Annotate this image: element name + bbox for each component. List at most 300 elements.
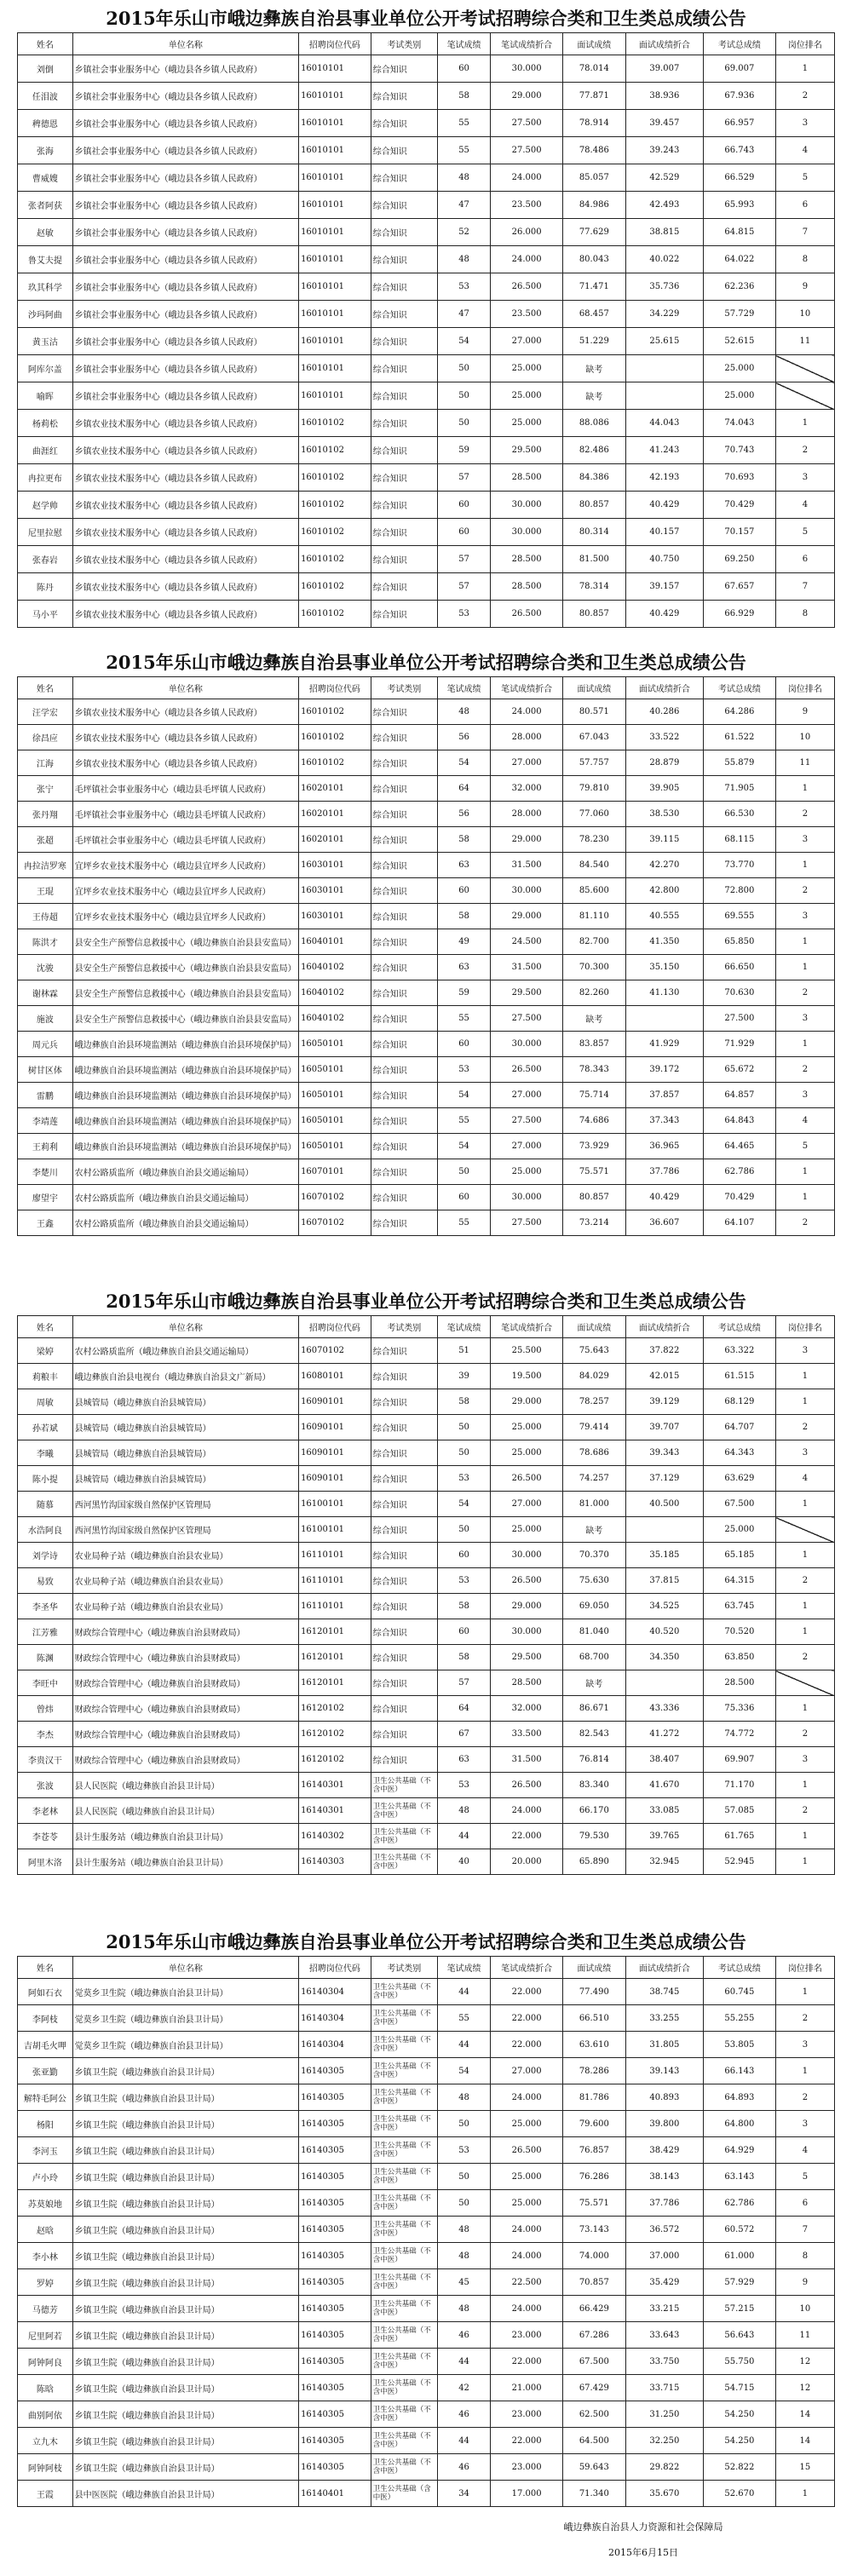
written-weighted: 22.000 (491, 2005, 563, 2032)
written-score: 55 (437, 1108, 490, 1134)
candidate-name: 树甘区体 (18, 1057, 73, 1083)
interview-weighted: 35.736 (625, 273, 703, 301)
written-weighted: 29.500 (491, 437, 563, 464)
interview-weighted: 39.007 (625, 55, 703, 83)
table-row (18, 1722, 835, 1747)
position-rank: 15 (775, 2454, 834, 2481)
header-unit: 单位名称 (72, 1957, 298, 1979)
candidate-name: 李老林 (18, 1798, 73, 1824)
position-rank: 1 (775, 776, 834, 802)
exam-type: 卫生公共基础（不含中医） (371, 2164, 437, 2190)
written-weighted: 23.500 (491, 301, 563, 328)
written-weighted: 24.000 (491, 1798, 563, 1824)
position-rank: 3 (775, 827, 834, 853)
interview-weighted: 38.936 (625, 83, 703, 110)
written-score: 55 (437, 1210, 490, 1236)
written-weighted: 32.000 (491, 1696, 563, 1722)
header-name: 姓名 (18, 1957, 73, 1979)
written-score: 60 (437, 55, 490, 83)
table-row (18, 1338, 835, 1364)
written-score: 60 (437, 878, 490, 904)
interview-score: 66.170 (563, 1798, 626, 1824)
candidate-name: 吉胡毛火呷 (18, 2032, 73, 2058)
interview-score: 73.214 (563, 1210, 626, 1236)
unit-name: 县计生服务站（峨边彝族自治县卫计局） (72, 1849, 298, 1875)
interview-score: 80.857 (563, 492, 626, 519)
written-weighted: 25.000 (491, 2111, 563, 2137)
header-code: 招聘岗位代码 (299, 33, 371, 55)
unit-name: 乡镇社会事业服务中心（峨边县各乡镇人民政府） (72, 137, 298, 164)
table-row (18, 2296, 835, 2322)
interview-score: 76.814 (563, 1747, 626, 1773)
position-rank: 1 (775, 1979, 834, 2005)
table-row (18, 1696, 835, 1722)
exam-type: 卫生公共基础（不含中医） (371, 2269, 437, 2296)
section-title: 2015年乐山市峨边彝族自治县事业单位公开考试招聘综合类和卫生类总成绩公告 (106, 652, 746, 673)
interview-weighted: 40.429 (625, 601, 703, 628)
unit-name: 财政综合管理中心（峨边彝族自治县财政局） (72, 1722, 298, 1747)
position-rank: 11 (775, 2322, 834, 2349)
exam-type: 综合知识 (371, 164, 437, 192)
exam-type: 综合知识 (371, 1492, 437, 1517)
position-rank: 5 (775, 2164, 834, 2190)
interview-weighted: 37.000 (625, 2243, 703, 2269)
position-rank: 2 (775, 2084, 834, 2111)
written-weighted: 24.000 (491, 246, 563, 273)
unit-name: 乡镇卫生院（峨边彝族自治县卫计局） (72, 2111, 298, 2137)
interview-weighted: 39.115 (625, 827, 703, 853)
unit-name: 乡镇卫生院（峨边彝族自治县卫计局） (72, 2137, 298, 2164)
scores-table (17, 676, 835, 1236)
interview-weighted: 39.143 (625, 2058, 703, 2084)
written-score: 53 (437, 1568, 490, 1594)
candidate-name: 李杰 (18, 1722, 73, 1747)
position-code: 16140305 (299, 2137, 371, 2164)
candidate-name: 李苍苓 (18, 1824, 73, 1849)
position-code: 16090101 (299, 1440, 371, 1466)
header-written: 笔试成绩 (437, 1316, 490, 1338)
position-rank: 1 (775, 1032, 834, 1057)
written-weighted: 25.000 (491, 1415, 563, 1440)
interview-weighted: 40.520 (625, 1619, 703, 1645)
interview-score: 81.786 (563, 2084, 626, 2111)
position-code: 16120102 (299, 1696, 371, 1722)
written-weighted: 29.000 (491, 827, 563, 853)
position-rank: 2 (775, 2005, 834, 2032)
table-row (18, 725, 835, 750)
total-score: 62.786 (704, 1159, 776, 1185)
unit-name: 县城管局（峨边彝族自治县城管局） (72, 1389, 298, 1415)
written-score: 58 (437, 1645, 490, 1670)
position-rank: 12 (775, 2375, 834, 2401)
table-row (18, 827, 835, 853)
position-rank: 1 (775, 1543, 834, 1568)
unit-name: 财政综合管理中心（峨边彝族自治县财政局） (72, 1696, 298, 1722)
total-score: 25.000 (704, 355, 776, 382)
total-score: 73.770 (704, 853, 776, 878)
table-row (18, 355, 835, 382)
position-rank: 6 (775, 2190, 834, 2217)
written-score: 60 (437, 1185, 490, 1210)
candidate-name: 尼里阿若 (18, 2322, 73, 2349)
candidate-name: 刘学诗 (18, 1543, 73, 1568)
position-rank: 4 (775, 1466, 834, 1492)
interview-score: 缺考 (563, 355, 626, 382)
written-weighted: 25.000 (491, 1159, 563, 1185)
exam-type: 综合知识 (371, 802, 437, 827)
exam-type: 综合知识 (371, 1747, 437, 1773)
unit-name: 县城管局（峨边彝族自治县城管局） (72, 1415, 298, 1440)
unit-name: 县安全生产预警信息救援中心（峨边彝族自治县县安监局） (72, 1006, 298, 1032)
header-interview: 面试成绩 (563, 33, 626, 55)
candidate-name: 李圣华 (18, 1594, 73, 1619)
total-score: 61.000 (704, 2243, 776, 2269)
exam-type: 综合知识 (371, 776, 437, 802)
written-score: 48 (437, 699, 490, 725)
candidate-name: 李贵汉干 (18, 1747, 73, 1773)
exam-type: 综合知识 (371, 1670, 437, 1696)
interview-weighted: 34.350 (625, 1645, 703, 1670)
written-score: 64 (437, 1696, 490, 1722)
written-score: 50 (437, 410, 490, 437)
exam-type: 卫生公共基础（不含中医） (371, 2349, 437, 2375)
interview-weighted: 32.250 (625, 2428, 703, 2454)
written-weighted: 22.000 (491, 1824, 563, 1849)
header-type: 考试类别 (371, 33, 437, 55)
interview-score: 79.810 (563, 776, 626, 802)
table-row (18, 1057, 835, 1083)
interview-weighted: 32.945 (625, 1849, 703, 1875)
position-rank: 4 (775, 1108, 834, 1134)
unit-name: 乡镇农业技术服务中心（峨边县各乡镇人民政府） (72, 546, 298, 573)
position-code: 16140304 (299, 2032, 371, 2058)
written-weighted: 22.000 (491, 2032, 563, 2058)
written-score: 48 (437, 1798, 490, 1824)
table-row (18, 2481, 835, 2507)
interview-score: 缺考 (563, 1517, 626, 1543)
total-score: 71.905 (704, 776, 776, 802)
interview-weighted: 41.272 (625, 1722, 703, 1747)
candidate-name: 李阿枝 (18, 2005, 73, 2032)
written-score: 48 (437, 2243, 490, 2269)
table-row (18, 2243, 835, 2269)
position-rank: 14 (775, 2428, 834, 2454)
header-total: 考试总成绩 (704, 677, 776, 699)
candidate-name: 玖其科学 (18, 273, 73, 301)
interview-score: 78.257 (563, 1389, 626, 1415)
position-rank: 3 (775, 2032, 834, 2058)
position-rank: 2 (775, 83, 834, 110)
exam-type: 综合知识 (371, 601, 437, 628)
written-score: 58 (437, 904, 490, 929)
unit-name: 县人民医院（峨边彝族自治县卫计局） (72, 1773, 298, 1798)
table-row (18, 55, 835, 83)
position-rank: 4 (775, 137, 834, 164)
table-row (18, 802, 835, 827)
candidate-name: 张丹翔 (18, 802, 73, 827)
exam-type: 综合知识 (371, 955, 437, 980)
interview-score: 82.700 (563, 929, 626, 955)
table-row (18, 1568, 835, 1594)
written-weighted: 25.000 (491, 382, 563, 410)
header-total: 考试总成绩 (704, 1957, 776, 1979)
unit-name: 乡镇社会事业服务中心（峨边县各乡镇人民政府） (72, 192, 298, 219)
written-score: 48 (437, 164, 490, 192)
interview-weighted: 41.350 (625, 929, 703, 955)
candidate-name: 卢小玲 (18, 2164, 73, 2190)
position-code: 16070101 (299, 1159, 371, 1185)
header-interview-weighted: 面试成绩折合 (625, 1957, 703, 1979)
unit-name: 财政综合管理中心（峨边彝族自治县财政局） (72, 1747, 298, 1773)
position-code: 16030101 (299, 853, 371, 878)
position-code: 16110101 (299, 1568, 371, 1594)
position-code: 16110101 (299, 1543, 371, 1568)
candidate-name: 阿钟阿良 (18, 2349, 73, 2375)
exam-type: 卫生公共基础（不含中医） (371, 2137, 437, 2164)
unit-name: 觉莫乡卫生院（峨边彝族自治县卫计局） (72, 2032, 298, 2058)
written-weighted: 33.500 (491, 1722, 563, 1747)
exam-type: 卫生公共基础（不含中医） (371, 2428, 437, 2454)
position-code: 16010101 (299, 164, 371, 192)
interview-weighted: 39.172 (625, 1057, 703, 1083)
table-row (18, 328, 835, 355)
total-score: 75.336 (704, 1696, 776, 1722)
written-weighted: 25.000 (491, 2190, 563, 2217)
interview-weighted: 39.800 (625, 2111, 703, 2137)
interview-score: 64.500 (563, 2428, 626, 2454)
section-title: 2015年乐山市峨边彝族自治县事业单位公开考试招聘综合类和卫生类总成绩公告 (106, 1931, 746, 1952)
interview-score: 75.571 (563, 1159, 626, 1185)
written-weighted: 27.500 (491, 1006, 563, 1032)
written-weighted: 23.500 (491, 192, 563, 219)
written-weighted: 30.000 (491, 519, 563, 546)
written-score: 54 (437, 1083, 490, 1108)
interview-weighted: 39.129 (625, 1389, 703, 1415)
candidate-name: 曲涯红 (18, 437, 73, 464)
candidate-name: 张春岩 (18, 546, 73, 573)
scores-table (17, 32, 835, 628)
candidate-name: 徐昌应 (18, 725, 73, 750)
position-code: 16140305 (299, 2322, 371, 2349)
rank-not-applicable (775, 355, 834, 382)
table-row (18, 2190, 835, 2217)
exam-type: 综合知识 (371, 410, 437, 437)
written-score: 59 (437, 980, 490, 1006)
unit-name: 农村公路质监所（峨边彝族自治县交通运输局） (72, 1338, 298, 1364)
position-code: 16100101 (299, 1517, 371, 1543)
interview-score: 67.043 (563, 725, 626, 750)
exam-type: 卫生公共基础（不含中医） (371, 2084, 437, 2111)
exam-type: 综合知识 (371, 1722, 437, 1747)
table-row (18, 1543, 835, 1568)
exam-type: 综合知识 (371, 110, 437, 137)
candidate-name: 鲁艾夫提 (18, 246, 73, 273)
section-3 (17, 1288, 835, 1875)
position-code: 16020101 (299, 802, 371, 827)
written-weighted: 30.000 (491, 492, 563, 519)
interview-score: 缺考 (563, 1006, 626, 1032)
table-row (18, 137, 835, 164)
written-weighted: 22.000 (491, 2349, 563, 2375)
interview-score: 68.457 (563, 301, 626, 328)
unit-name: 宜坪乡农业技术服务中心（峨边县宜坪乡人民政府） (72, 904, 298, 929)
candidate-name: 杨莉松 (18, 410, 73, 437)
position-rank: 8 (775, 601, 834, 628)
interview-score: 57.757 (563, 750, 626, 776)
position-code: 16010101 (299, 219, 371, 246)
header-unit: 单位名称 (72, 33, 298, 55)
written-weighted: 25.000 (491, 2164, 563, 2190)
exam-type: 综合知识 (371, 1440, 437, 1466)
unit-name: 农村公路质监所（峨边彝族自治县交通运输局） (72, 1185, 298, 1210)
total-score: 66.743 (704, 137, 776, 164)
written-weighted: 29.000 (491, 904, 563, 929)
candidate-name: 苏莫娘地 (18, 2190, 73, 2217)
unit-name: 县安全生产预警信息救援中心（峨边彝族自治县县安监局） (72, 929, 298, 955)
exam-type: 综合知识 (371, 1338, 437, 1364)
written-score: 58 (437, 827, 490, 853)
interview-weighted: 25.615 (625, 328, 703, 355)
interview-score: 68.700 (563, 1645, 626, 1670)
interview-score: 71.340 (563, 2481, 626, 2507)
unit-name: 乡镇农业技术服务中心（峨边县各乡镇人民政府） (72, 437, 298, 464)
written-score: 57 (437, 573, 490, 601)
unit-name: 乡镇农业技术服务中心（峨边县各乡镇人民政府） (72, 750, 298, 776)
unit-name: 峨边彝族自治县环境监测站（峨边彝族自治县环境保护局） (72, 1108, 298, 1134)
header-code: 招聘岗位代码 (299, 1316, 371, 1338)
unit-name: 县城管局（峨边彝族自治县城管局） (72, 1440, 298, 1466)
position-code: 16070102 (299, 1210, 371, 1236)
exam-type: 综合知识 (371, 699, 437, 725)
rank-not-applicable (775, 382, 834, 410)
exam-type: 综合知识 (371, 1032, 437, 1057)
position-code: 16090101 (299, 1415, 371, 1440)
unit-name: 财政综合管理中心（峨边彝族自治县财政局） (72, 1645, 298, 1670)
position-code: 16050101 (299, 1057, 371, 1083)
written-weighted: 22.000 (491, 1979, 563, 2005)
position-rank: 9 (775, 273, 834, 301)
candidate-name: 陈晗 (18, 2375, 73, 2401)
interview-weighted: 44.043 (625, 410, 703, 437)
written-weighted: 27.500 (491, 1210, 563, 1236)
interview-weighted: 31.250 (625, 2401, 703, 2428)
unit-name: 乡镇社会事业服务中心（峨边县各乡镇人民政府） (72, 83, 298, 110)
unit-name: 峨边彝族自治县环境监测站（峨边彝族自治县环境保护局） (72, 1057, 298, 1083)
table-row (18, 2349, 835, 2375)
exam-type: 综合知识 (371, 246, 437, 273)
unit-name: 乡镇农业技术服务中心（峨边县各乡镇人民政府） (72, 519, 298, 546)
position-rank: 3 (775, 1338, 834, 1364)
scores-table (17, 1956, 835, 2507)
written-score: 53 (437, 601, 490, 628)
exam-type: 综合知识 (371, 1517, 437, 1543)
interview-weighted (625, 1670, 703, 1696)
written-weighted: 25.000 (491, 355, 563, 382)
header-rank: 岗位排名 (775, 677, 834, 699)
candidate-name: 马德芳 (18, 2296, 73, 2322)
interview-weighted: 34.229 (625, 301, 703, 328)
exam-type: 综合知识 (371, 1645, 437, 1670)
total-score: 64.929 (704, 2137, 776, 2164)
unit-name: 乡镇卫生院（峨边彝族自治县卫计局） (72, 2349, 298, 2375)
unit-name: 乡镇卫生院（峨边彝族自治县卫计局） (72, 2454, 298, 2481)
exam-type: 综合知识 (371, 219, 437, 246)
table-row (18, 2032, 835, 2058)
table-row (18, 1389, 835, 1415)
table-row (18, 1134, 835, 1159)
position-rank: 1 (775, 55, 834, 83)
written-score: 50 (437, 1159, 490, 1185)
total-score: 61.765 (704, 1824, 776, 1849)
written-weighted: 24.000 (491, 2217, 563, 2243)
header-written: 笔试成绩 (437, 677, 490, 699)
interview-weighted: 36.572 (625, 2217, 703, 2243)
interview-weighted: 38.530 (625, 802, 703, 827)
written-weighted: 23.000 (491, 2401, 563, 2428)
total-score: 62.786 (704, 2190, 776, 2217)
written-score: 46 (437, 2454, 490, 2481)
unit-name: 乡镇卫生院（峨边彝族自治县卫计局） (72, 2190, 298, 2217)
interview-score: 84.386 (563, 464, 626, 492)
table-row (18, 1594, 835, 1619)
written-weighted: 26.500 (491, 601, 563, 628)
written-score: 60 (437, 1032, 490, 1057)
header-interview-weighted: 面试成绩折合 (625, 33, 703, 55)
position-rank: 2 (775, 1798, 834, 1824)
candidate-name: 稗德恩 (18, 110, 73, 137)
exam-type: 综合知识 (371, 929, 437, 955)
total-score: 69.907 (704, 1747, 776, 1773)
interview-score: 70.300 (563, 955, 626, 980)
position-code: 16020101 (299, 776, 371, 802)
exam-type: 综合知识 (371, 492, 437, 519)
candidate-name: 立九木 (18, 2428, 73, 2454)
written-weighted: 28.500 (491, 546, 563, 573)
written-score: 39 (437, 1364, 490, 1389)
exam-type: 卫生公共基础（不含中医） (371, 1798, 437, 1824)
exam-type: 综合知识 (371, 301, 437, 328)
interview-weighted (625, 1517, 703, 1543)
interview-weighted: 39.905 (625, 776, 703, 802)
interview-weighted: 37.786 (625, 1159, 703, 1185)
candidate-name: 张者阿获 (18, 192, 73, 219)
table-row (18, 192, 835, 219)
header-interview: 面试成绩 (563, 1316, 626, 1338)
header-written-weighted: 笔试成绩折合 (491, 1316, 563, 1338)
exam-type: 综合知识 (371, 1185, 437, 1210)
interview-score: 74.000 (563, 2243, 626, 2269)
written-weighted: 26.500 (491, 1773, 563, 1798)
exam-type: 综合知识 (371, 725, 437, 750)
table-row (18, 1979, 835, 2005)
candidate-name: 廖望宇 (18, 1185, 73, 1210)
exam-type: 卫生公共基础（不含中医） (371, 1849, 437, 1875)
table-row (18, 776, 835, 802)
written-score: 50 (437, 2190, 490, 2217)
interview-score: 79.530 (563, 1824, 626, 1849)
unit-name: 毛坪镇社会事业服务中心（峨边县毛坪镇人民政府） (72, 827, 298, 853)
total-score: 64.286 (704, 699, 776, 725)
total-score: 63.850 (704, 1645, 776, 1670)
total-score: 64.893 (704, 2084, 776, 2111)
interview-score: 82.260 (563, 980, 626, 1006)
position-rank: 6 (775, 192, 834, 219)
table-row (18, 1185, 835, 1210)
written-weighted: 30.000 (491, 1619, 563, 1645)
header-interview-weighted: 面试成绩折合 (625, 1316, 703, 1338)
written-score: 49 (437, 929, 490, 955)
total-score: 64.107 (704, 1210, 776, 1236)
